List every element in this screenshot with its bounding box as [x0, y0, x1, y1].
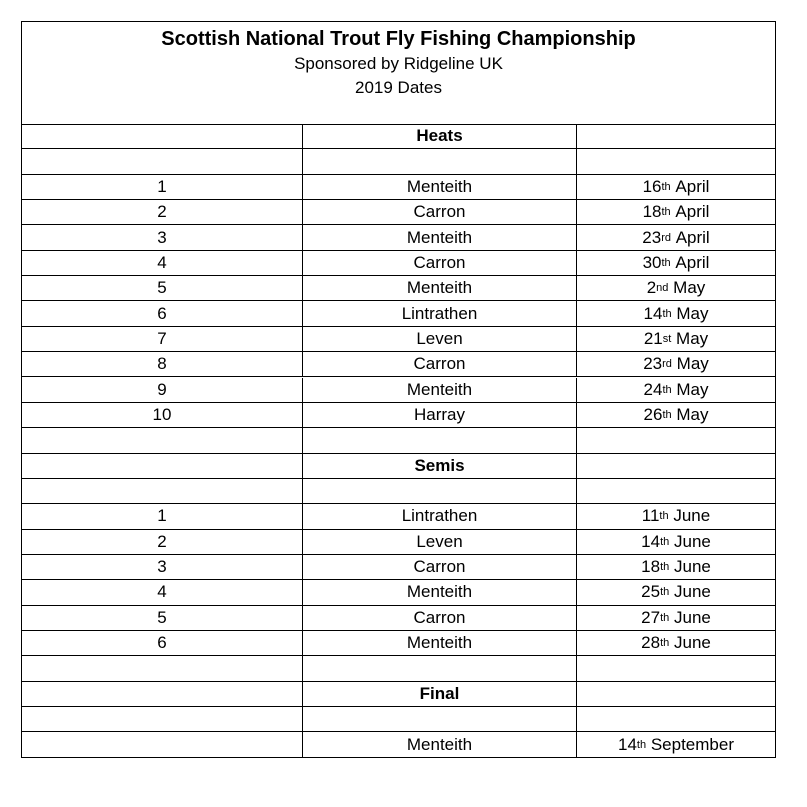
date-cell: 26 th May	[643, 405, 709, 425]
venue-cell: Carron	[303, 251, 577, 275]
date-day: 26	[643, 405, 663, 425]
venue-cell	[303, 707, 577, 731]
title-block	[22, 22, 775, 125]
round-number-cell: 6	[22, 631, 303, 655]
venue-cell: Menteith	[303, 225, 577, 249]
date-day: 14	[617, 734, 637, 754]
date-month: April	[675, 176, 710, 196]
date-cell	[577, 454, 775, 478]
date-month: September	[650, 734, 734, 754]
section-heading: Semis	[303, 454, 577, 478]
date-day: 25	[641, 582, 661, 602]
venue-cell: Harray	[303, 403, 577, 427]
date-month: May	[676, 354, 709, 374]
round-number-cell	[22, 682, 303, 706]
table-row	[22, 606, 775, 631]
date-cell: 28 th June	[641, 633, 711, 653]
date-cell: 30 th April	[642, 252, 710, 272]
round-number-cell: 10	[22, 403, 303, 427]
table-row	[22, 682, 775, 707]
date-cell: 14 th May	[643, 303, 709, 323]
table-row	[22, 428, 775, 453]
venue-cell: Carron	[303, 352, 577, 376]
date-cell	[577, 707, 775, 731]
date-cell: 27 th June	[641, 607, 711, 627]
date-cell: 18 th April	[642, 202, 710, 222]
venue-cell: Carron	[303, 200, 577, 224]
date-day: 14	[643, 303, 663, 323]
round-number-cell: 2	[22, 530, 303, 554]
table-row	[22, 707, 775, 732]
venue-cell: Menteith	[303, 631, 577, 655]
round-number-cell: 4	[22, 580, 303, 604]
date-cell	[577, 656, 775, 680]
venue-cell: Menteith	[303, 580, 577, 604]
date-cell: 23 rd May	[643, 354, 709, 374]
date-day: 16	[642, 176, 662, 196]
table-row	[22, 276, 775, 301]
date-day: 28	[641, 633, 661, 653]
date-cell: 2 nd May	[646, 278, 706, 298]
table-row	[22, 225, 775, 250]
venue-cell: Leven	[303, 327, 577, 351]
round-number-cell	[22, 732, 303, 756]
date-day: 24	[643, 379, 663, 399]
date-cell	[577, 124, 775, 148]
date-month: May	[673, 278, 706, 298]
table-row	[22, 251, 775, 276]
round-number-cell: 4	[22, 251, 303, 275]
date-month: June	[673, 633, 711, 653]
table-row	[22, 530, 775, 555]
venue-cell: Menteith	[303, 378, 577, 402]
round-number-cell	[22, 124, 303, 148]
round-number-cell: 6	[22, 301, 303, 325]
table-row	[22, 301, 775, 326]
date-month: June	[673, 607, 711, 627]
round-number-cell: 1	[22, 504, 303, 528]
date-cell	[577, 682, 775, 706]
table-row	[22, 454, 775, 479]
round-number-cell: 5	[22, 606, 303, 630]
date-cell: 14 th September	[617, 734, 734, 754]
round-number-cell: 3	[22, 225, 303, 249]
date-month: June	[673, 557, 711, 577]
date-cell: 14 th June	[641, 531, 711, 551]
table-row	[22, 175, 775, 200]
table-row	[22, 631, 775, 656]
round-number-cell	[22, 479, 303, 503]
round-number-cell: 8	[22, 352, 303, 376]
section-heading: Heats	[303, 124, 577, 148]
venue-cell	[303, 149, 577, 173]
date-month: May	[676, 328, 709, 348]
venue-cell: Carron	[303, 555, 577, 579]
date-month: April	[675, 202, 710, 222]
date-day: 11	[641, 506, 660, 526]
date-month: June	[673, 531, 711, 551]
table-row	[22, 656, 775, 681]
date-day: 18	[642, 202, 662, 222]
date-cell: 21 st May	[643, 328, 709, 348]
table-row	[22, 403, 775, 428]
date-day: 23	[643, 354, 663, 374]
date-cell	[577, 149, 775, 173]
date-cell: 18 th June	[641, 557, 711, 577]
date-cell: 23 rd April	[642, 227, 710, 247]
date-day: 18	[641, 557, 661, 577]
table-row	[22, 504, 775, 529]
date-day: 21	[643, 328, 663, 348]
venue-cell	[303, 656, 577, 680]
date-day: 14	[641, 531, 661, 551]
date-day: 30	[642, 252, 662, 272]
round-number-cell: 1	[22, 175, 303, 199]
sponsor-subtitle: Sponsored by Ridgeline UK	[294, 54, 503, 73]
date-month: June	[673, 582, 711, 602]
table-row	[22, 327, 775, 352]
date-day: 2	[646, 278, 657, 298]
date-cell: 16 th April	[642, 176, 710, 196]
table-row	[22, 352, 775, 377]
round-number-cell	[22, 428, 303, 452]
section-heading: Final	[303, 682, 577, 706]
table-row	[22, 555, 775, 580]
date-day: 27	[641, 607, 661, 627]
venue-cell: Lintrathen	[303, 301, 577, 325]
table-row	[22, 149, 775, 174]
date-month: May	[676, 379, 709, 399]
round-number-cell: 2	[22, 200, 303, 224]
date-month: May	[676, 303, 709, 323]
date-month: April	[675, 227, 710, 247]
date-cell	[577, 479, 775, 503]
date-cell: 11 th June	[641, 506, 711, 526]
date-month: April	[675, 252, 710, 272]
page-title: Scottish National Trout Fly Fishing Championship	[161, 28, 636, 50]
round-number-cell	[22, 454, 303, 478]
round-number-cell	[22, 149, 303, 173]
round-number-cell: 5	[22, 276, 303, 300]
table-row	[22, 200, 775, 225]
date-month: June	[673, 506, 711, 526]
venue-cell: Menteith	[303, 175, 577, 199]
year-label: 2019 Dates	[355, 78, 442, 97]
round-number-cell	[22, 707, 303, 731]
venue-cell: Carron	[303, 606, 577, 630]
date-cell: 24 th May	[643, 379, 709, 399]
date-day: 23	[642, 227, 662, 247]
round-number-cell: 7	[22, 327, 303, 351]
venue-cell	[303, 479, 577, 503]
table-row	[22, 378, 775, 403]
venue-cell: Menteith	[303, 732, 577, 756]
round-number-cell: 9	[22, 378, 303, 402]
date-cell	[577, 428, 775, 452]
venue-cell: Menteith	[303, 276, 577, 300]
schedule-table	[21, 21, 776, 758]
table-row	[22, 479, 775, 504]
date-cell: 25 th June	[641, 582, 711, 602]
date-month: May	[676, 405, 709, 425]
venue-cell	[303, 428, 577, 452]
venue-cell: Leven	[303, 530, 577, 554]
table-row	[22, 124, 775, 149]
round-number-cell: 3	[22, 555, 303, 579]
table-row	[22, 580, 775, 605]
table-row	[22, 732, 775, 757]
venue-cell: Lintrathen	[303, 504, 577, 528]
round-number-cell	[22, 656, 303, 680]
